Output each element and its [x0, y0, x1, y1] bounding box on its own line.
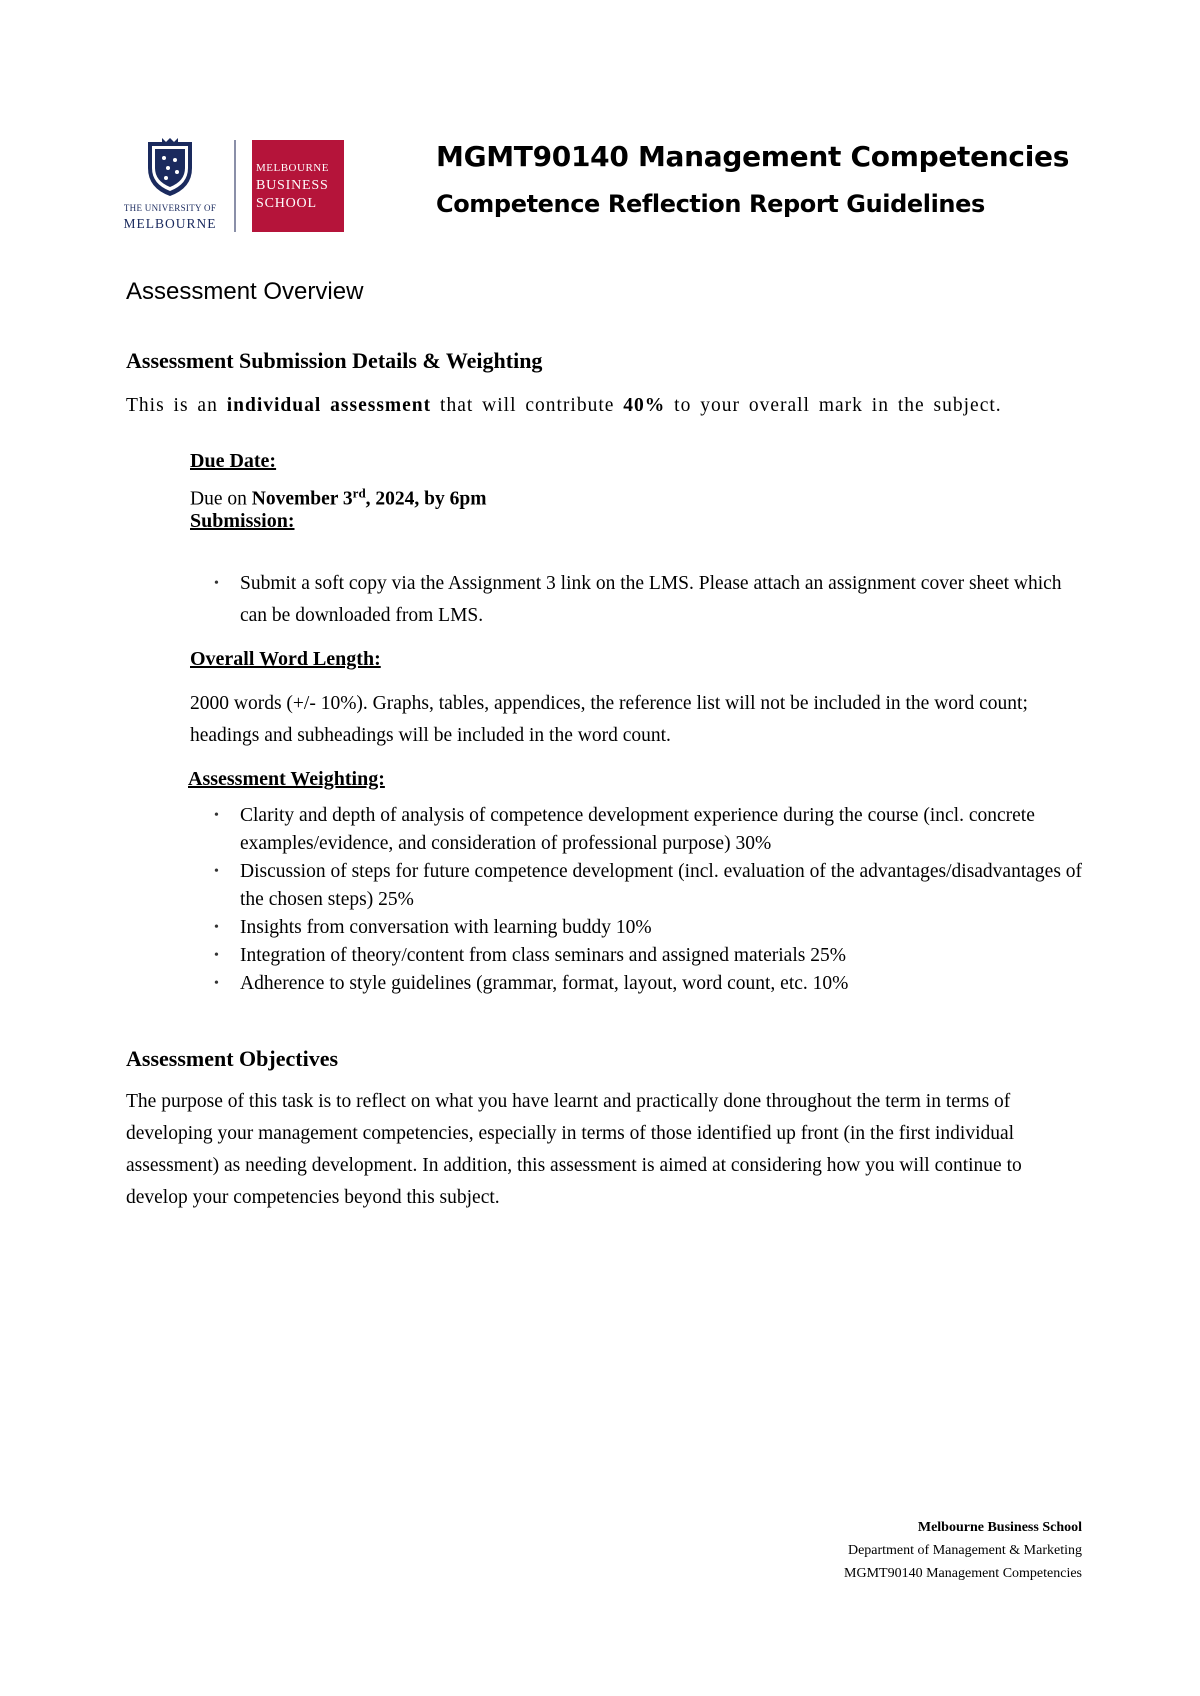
word-length-label: Overall Word Length: [190, 648, 381, 670]
due-date-superscript: rd [352, 485, 366, 500]
page-footer [844, 1516, 1082, 1585]
intro-mid: that will contribute [431, 395, 624, 416]
objectives-text: The purpose of this task is to reflect on what you have learnt and practically done throughout the term in terms of developing your management competencies, especially in terms of those identified up front (in the first individual assessment) as needing development. In addition, this assessment is aimed at considering how you will continue to develop your competencies beyond this subject. [126, 1091, 1022, 1208]
university-logo-line2: MELBOURNE [123, 216, 217, 231]
list-item [190, 858, 1100, 914]
bullet-icon: • [214, 576, 219, 591]
intro-bold-weight: 40% [623, 395, 666, 416]
footer-school: Melbourne Business School [917, 1520, 1082, 1535]
weighting-list [190, 802, 1100, 998]
university-logo [120, 138, 220, 238]
overview-heading: Assessment Overview [126, 278, 364, 305]
bullet-icon: • [214, 948, 219, 963]
intro-prefix: This is an [126, 395, 227, 416]
weighting-label: Assessment Weighting: [188, 768, 385, 790]
university-crest-icon [142, 138, 198, 198]
mbs-logo-line2: BUSINESS [256, 178, 329, 193]
document-subtitle: Competence Reflection Report Guidelines [436, 190, 985, 218]
list-item [190, 914, 1100, 942]
bullet-icon: • [214, 920, 219, 935]
objectives-heading: Assessment Objectives [126, 1046, 339, 1071]
intro-paragraph [126, 390, 1086, 422]
word-length-text: 2000 words (+/- 10%). Graphs, tables, appendices, the reference list will not be included in the word count; headings and subheadings will be included in the word count. [190, 693, 1028, 746]
submission-item-text: Submit a soft copy via the Assignment 3 link on the LMS. Please attach an assignment cover sheet which can be downloaded from LMS. [240, 573, 1062, 626]
bullet-icon: • [214, 864, 219, 879]
list-item [190, 942, 1100, 970]
submission-details-heading: Assessment Submission Details & Weighting [126, 348, 543, 373]
due-date-label: Due Date: [190, 450, 277, 472]
list-item [190, 802, 1100, 858]
due-date-bold: November 3 [251, 488, 353, 510]
weighting-item-text: Discussion of steps for future competence development (incl. evaluation of the advantages/disadvantages of the chosen steps) 25% [240, 861, 1083, 910]
list-item [190, 568, 1090, 632]
document-title: MGMT90140 Management Competencies [436, 140, 1070, 173]
submission-list [190, 568, 1090, 632]
list-item [190, 970, 1100, 998]
weighting-item-text: Clarity and depth of analysis of competence development experience during the course (incl. concrete examples/evidence, and consideration of professional purpose) 30% [240, 805, 1035, 854]
weighting-item-text: Insights from conversation with learning buddy 10% [240, 917, 652, 938]
mbs-logo [252, 140, 344, 232]
due-date-bold-rest: , 2024, by 6pm [365, 488, 487, 510]
mbs-logo-line1: MELBOURNE [256, 162, 329, 174]
footer-department: Department of Management & Marketing [847, 1543, 1082, 1558]
mbs-logo-line3: SCHOOL [256, 196, 317, 211]
submission-label: Submission: [190, 510, 295, 532]
bullet-icon: • [214, 808, 219, 823]
weighting-item-text: Integration of theory/content from class seminars and assigned materials 25% [240, 945, 846, 966]
university-logo-line1: THE UNIVERSITY OF [123, 203, 217, 213]
weighting-item-text: Adherence to style guidelines (grammar, format, layout, word count, etc. 10% [240, 973, 849, 994]
logo-divider [234, 140, 236, 232]
footer-subject: MGMT90140 Management Competencies [844, 1566, 1082, 1581]
bullet-icon: • [214, 976, 219, 991]
intro-bold-individual: individual assessment [226, 395, 432, 416]
intro-suffix: to your overall mark in the subject. [665, 395, 1002, 416]
due-date-prefix: Due on [190, 488, 252, 510]
